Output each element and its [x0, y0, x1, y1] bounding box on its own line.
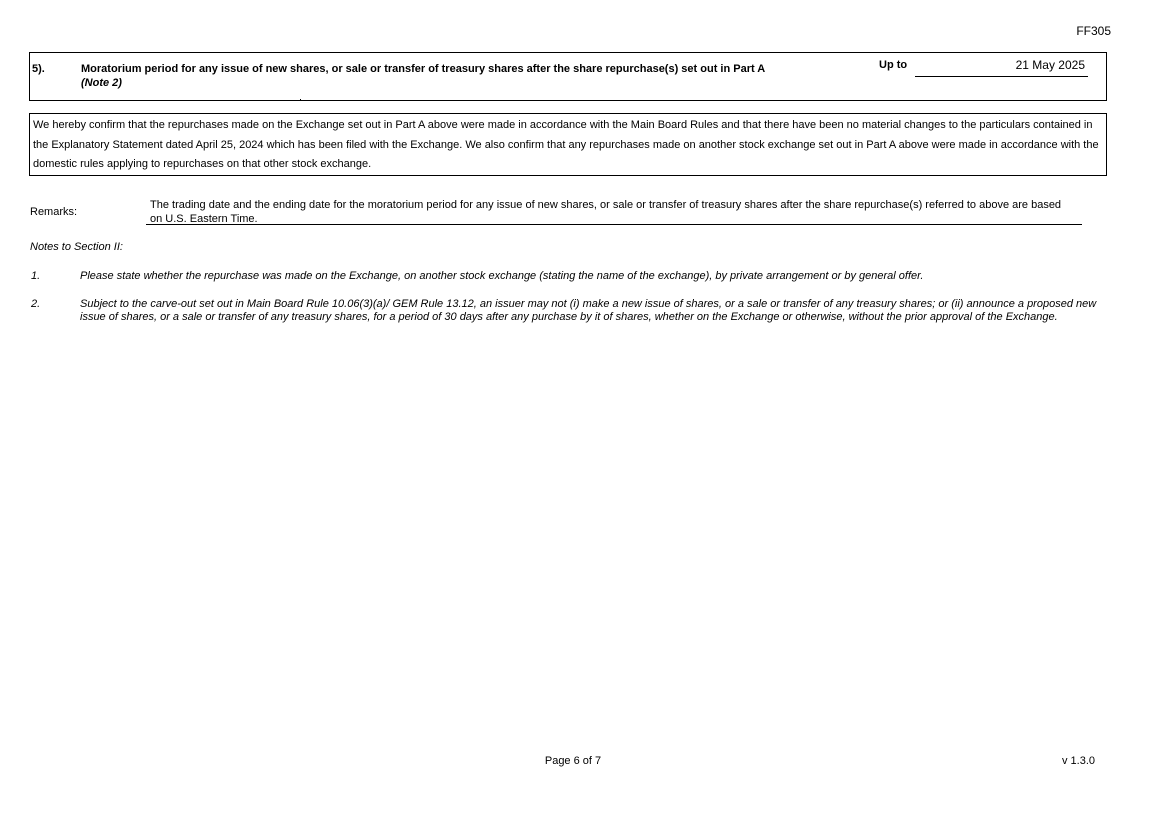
notes-heading: Notes to Section II:	[30, 241, 123, 253]
note-2-number: 2.	[31, 298, 41, 310]
remarks-label: Remarks:	[30, 206, 78, 218]
section5-moratorium-box	[29, 52, 1107, 101]
version-label: v 1.3.0	[1061, 755, 1095, 767]
upto-underline	[915, 76, 1088, 77]
section5-number: 5).	[32, 63, 45, 75]
upto-date-value: 21 May 2025	[1015, 58, 1085, 72]
form-code: FF305	[1076, 24, 1111, 38]
remarks-underline	[146, 224, 1082, 225]
note-1-number: 1.	[31, 270, 41, 282]
confirmation-statement: We hereby confirm that the repurchases made on the Exchange set out in Part A above were made in accordance with the Main Board Rules and that there have been no material changes to the particulars contained in the Explanatory Statement dated April 25, 2024 which has been filed with the Exchange. We also confirm that any repurchases made on another stock exchange set out in Part A above were made in accordance with the domestic rules applying to repurchases on that other stock exchange.	[29, 113, 1107, 176]
page-number: Page 6 of 7	[544, 755, 602, 767]
remarks-text: The trading date and the ending date for the moratorium period for any issue of new shares, or sale or transfer of treasury shares after the share repurchase(s) referred to above are based on U.S. Eastern Time.	[150, 199, 1062, 225]
section5-note-ref: (Note 2)	[81, 77, 122, 89]
divider-tick	[300, 99, 301, 101]
upto-label: Up to	[879, 59, 908, 71]
note-1-text: Please state whether the repurchase was made on the Exchange, on another stock exchange (stating the name of the exchange), by private arrangement or by general offer.	[80, 270, 924, 282]
note-2-text: Subject to the carve-out set out in Main Board Rule 10.06(3)(a)/ GEM Rule 13.12, an issuer may not (i) make a new issue of shares, or a sale or transfer of any treasury shares; or (ii) announce a proposed new issue of shares, or a sale or transfer of any treasury shares, for a period of 30 days after any purchase by it of shares, whether on the Exchange or otherwise, without the prior approval of the Exchange.	[80, 298, 1097, 323]
section5-title: Moratorium period for any issue of new shares, or sale or transfer of treasury shares after the share repurchase(s) set out in Part A	[81, 63, 766, 75]
